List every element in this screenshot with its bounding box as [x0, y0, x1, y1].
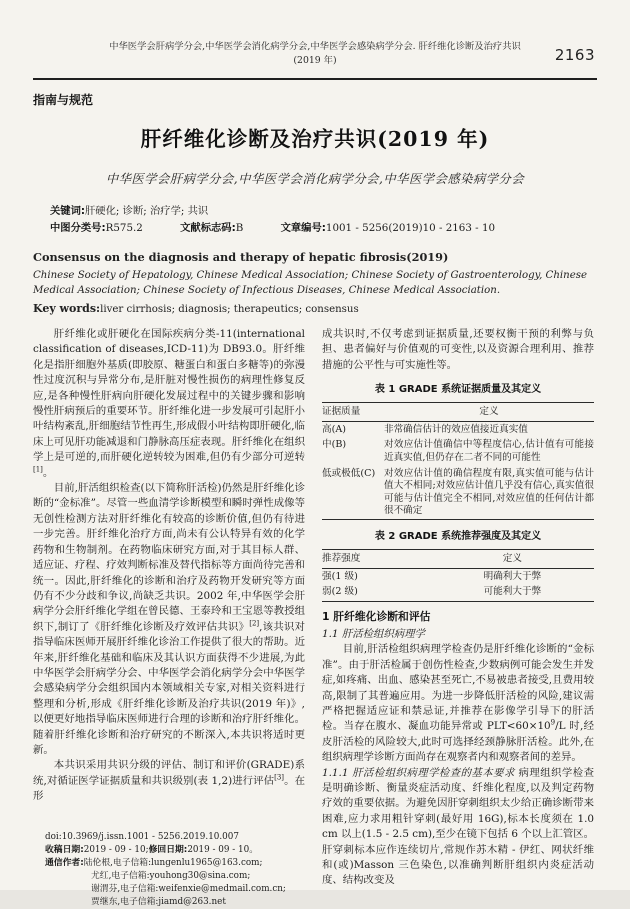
table1-row1-definition: 非常确信估计的效应值接近真实值 — [384, 423, 528, 435]
clc-item — [50, 222, 143, 234]
section-heading-1-1: 1.1 肝活检组织病理学 — [322, 627, 425, 640]
table1-caption: 表 1 GRADE 系统证据质量及其定义 — [374, 384, 542, 396]
table2-caption: 表 2 GRADE 系统推荐强度及其定义 — [374, 531, 542, 543]
table1-row3-level: 低或极低(C) — [322, 467, 376, 479]
table1-row2-definition: 对效应估计值确信中等程度信心,估计值有可能接近真实值,但仍存在二者不同的可能性 — [384, 439, 594, 463]
running-title: 中华医学会肝病学分会,中华医学会消化病学分会,中华医学会感染病学分会. 肝纤维化诊断及治疗共识(2019 年) — [109, 41, 521, 66]
body-columns — [33, 327, 597, 909]
received-date: 2019 - 09 - 10; — [83, 844, 149, 855]
paragraph-grade-continued: 成共识时,不仅考虑到证据质量,还要权衡干预的利弊与负担、患者偏好与价值观的可变性,以及资源合理利用、推荐措施的公平性与可实施性等。 — [322, 328, 594, 371]
clc-value: R575.2 — [105, 222, 143, 234]
table1-col1-header: 证据质量 — [322, 402, 384, 422]
keywords-label: 关键词: — [50, 205, 86, 217]
right-column — [322, 327, 594, 909]
left-column — [33, 327, 305, 909]
clc-label: 中图分类号: — [50, 222, 106, 234]
table2-col2-header: 定义 — [431, 549, 594, 569]
table2-row2-level: 弱(2 级) — [322, 586, 358, 598]
paragraph-biopsy-text: 目前,肝活检组织病理学检查仍是肝纤维化诊断的“金标准”。由于肝活检属于创伤性检查,少数病例可能会发生并发症,如疼痛、出血、感染甚至死亡,不易被患者接受,且费用较高,限制了其普遍应用。为进一步降低肝活检的风险,建议需严格把握适应证和禁忌证,并推荐在影像学引导下的肝活检。当存在腹水、凝血功能异常或 PLT<60×10 — [322, 643, 594, 733]
table-row — [322, 438, 594, 466]
reference-mark-1: [1] — [33, 465, 43, 474]
paragraph-biopsy-requirements-text: 病理组织学检查是明确诊断、衡量炎症活动度、纤维化程度,以及判定药物疗效的重要依据。为避免因肝穿刺组织太少给正确诊断带来困难,应力求用粗针穿刺(最好用 16G),标本长度须在 1.0 cm 以上(1.5 - 2.5 cm),至少在镜下包括 6 个以上汇管区。肝穿刺标本应作连续切片,常规作苏木精 - 伊红、网状纤维和(或)Masson 三色染色,以准确判断肝组织内炎症活动度、结构改变及 — [322, 766, 594, 887]
paragraph-background-text: 目前,肝活组织检查(以下简称肝活检)仍然是肝纤维化诊断的“金标准”。尽管一些血清学诊断模型和瞬时弹性成像等无创性检测方法对肝纤维化有较高的诊断价值,但仍有待进一步完善。肝纤维化治疗方面,尚未有公认特异有效的化学药物和生物制剂。在药物临床研究方面,对于其目标人群、适应证、疗程、疗效判断标准及替代指标等方面尚待完善和统一。因此,肝纤维化的诊断和治疗及药物开发研究等方面仍有不少分歧和争议,尚缺乏共识。2002 年,中华医学会肝病学分会肝纤维化学组在曾民德、王泰玲和王宝恩等教授组织下,制订了《肝纤维化诊断及疗效评估共识》 — [33, 482, 305, 633]
english-keywords-value: liver cirrhosis; diagnosis; therapeutics; consensus — [100, 304, 359, 315]
english-abstract-block — [33, 250, 597, 317]
paragraph-intro — [33, 327, 305, 481]
revised-date: 2019 - 09 - 10。 — [187, 844, 259, 855]
table2-grade-recommendation — [322, 549, 594, 602]
table2-col1-header: 推荐强度 — [322, 549, 431, 569]
table2-row1-definition: 明确利大于弊 — [483, 570, 542, 582]
revised-label: 修回日期: — [148, 844, 188, 855]
doc-code-item — [180, 222, 243, 234]
footnote-block — [33, 831, 305, 909]
paragraph-grade-tail: 。在形 — [33, 774, 305, 803]
table-row — [322, 569, 594, 585]
english-title: Consensus on the diagnosis and therapy of hepatic fibrosis(2019) — [33, 250, 449, 264]
reference-mark-3: [3] — [274, 773, 285, 782]
table2-row1-level: 强(1 级) — [322, 570, 358, 582]
article-authors: 中华医学会肝病学分会,中华医学会消化病学分会,中华医学会感染病学分会 — [105, 172, 525, 186]
article-id-value: 1001 - 5256(2019)10 - 2163 - 10 — [325, 222, 496, 234]
dates-line — [45, 844, 305, 857]
table1-grade-evidence — [322, 402, 594, 521]
paragraph-intro-tail: 。 — [42, 466, 54, 479]
doi-line: doi:10.3969/j.issn.1001 - 5256.2019.10.007 — [45, 831, 239, 842]
keywords-line — [50, 203, 597, 220]
table1-row2-level: 中(B) — [322, 439, 347, 451]
paragraph-background — [33, 481, 305, 758]
table-row — [322, 466, 594, 520]
corresponding-author-4: 贾继东,电子信箱:jiamd@263.net — [91, 896, 226, 907]
paragraph-biopsy — [322, 642, 594, 765]
page-number: 2163 — [554, 46, 595, 64]
table2-header-row — [322, 549, 594, 569]
article-title: 肝纤维化诊断及治疗共识(2019 年) — [140, 127, 490, 151]
classification-line — [50, 220, 597, 237]
doc-code-label: 文献标志码: — [180, 222, 236, 234]
keywords-value: 肝硬化; 诊断; 治疗学; 共识 — [85, 205, 209, 217]
plt-exponent: 9 — [550, 718, 556, 727]
paragraph-biopsy-tail: /L 时,经皮肝活检的风险较大,此时可选择经颈静脉肝活检。此外,在组织病理学诊断方面尚存在观察者内和观察者间的差异。 — [322, 720, 594, 764]
corresponding-author-line-2 — [45, 870, 305, 883]
article-id-item — [281, 222, 495, 234]
english-affiliation: Chinese Society of Hepatology, Chinese Medical Association; Chinese Society of Gastroenterology, Chinese Medical Association; Chinese Society of Infectious Diseases, Chinese Medical Association. — [33, 270, 588, 296]
corresponding-author-line-4 — [45, 896, 305, 909]
paragraph-intro-text: 肝纤维化或肝硬化在国际疾病分类-11(international classification of diseases,ICD-11)为 DB93.0。肝纤维化是指肝细胞外基质(即胶原、糖蛋白和蛋白多糖等)的弥漫性过度沉积与异常分布,是肝脏对慢性损伤的病理性修复反应,是各种慢性肝病向肝硬化发展过程中的关键步骤和影响慢性肝病预后的重要环节。肝纤维化进一步发展可引起肝小叶结构紊乱,肝细胞结节性再生,形成假小叶结构即肝硬化,临床上可见肝功能减退和门静脉高压症表现。肝纤维化在组织学上是可逆的,而肝硬化逆转较为困难,但仍有少部分可逆转 — [33, 328, 305, 464]
paragraph-biopsy-requirements — [322, 766, 594, 889]
corresponding-author-line-1 — [45, 857, 305, 870]
running-head — [33, 40, 597, 80]
paragraph-background-tail: ,该共识对指导临床医师开展肝纤维化诊治工作提供了很大的帮助。近年来,肝纤维化基础和临床及其认识方面获得不少进展,为此中华医学会肝病学分会、中华医学会消化病学分会中华医学会感染病学分会组织国内本领域相关专家,对相关资料进行整理和分析,形成《肝纤维化诊断及治疗共识(2019 年)》,以便更好地指导临床医师进行合理的诊断和治疗肝纤维化。随着肝纤维化诊断和治疗研究的不断深入,本共识将适时更新。 — [33, 620, 305, 756]
corresponding-author-line-3 — [45, 883, 305, 896]
article-id-label: 文章编号: — [280, 222, 326, 234]
table2-row2-definition: 可能利大于弊 — [483, 586, 542, 598]
doc-code-value: B — [235, 222, 244, 234]
received-label: 收稿日期: — [45, 844, 84, 855]
table1-row3-definition: 对效应估计值的确信程度有限,真实值可能与估计值大不相同;对效应估计值几乎没有信心,真实值很可能与估计值完全不相同,对效应值的任何估计都很不确定 — [384, 467, 594, 517]
corresponding-author-3: 谢渭芬,电子信箱:weifenxie@medmail.com.cn; — [91, 883, 286, 894]
paragraph-grade-text: 本共识采用共识分级的评估、制订和评价(GRADE)系统,对循证医学证据质量和共识级别(表 1,2)进行评估 — [33, 759, 305, 787]
section-heading-1: 1 肝纤维化诊断和评估 — [322, 609, 431, 623]
corresponding-author-1: 陆伦根,电子信箱:lungenlu1965@163.com; — [83, 857, 263, 868]
english-keywords-label: Key words: — [33, 302, 101, 315]
column-section-label: 指南与规范 — [33, 93, 94, 107]
reference-mark-2: [2] — [249, 619, 260, 628]
table-row — [322, 585, 594, 601]
table1-row1-level: 高(A) — [322, 423, 347, 435]
section-heading-1-1-1: 1.1.1 肝活检组织病理学检查的基本要求 — [322, 766, 515, 779]
corresponding-author-label: 通信作者: — [45, 857, 84, 868]
table-row — [322, 422, 594, 438]
table1-col2-header: 定义 — [384, 402, 594, 422]
corresponding-author-2: 尤红,电子信箱:youhong30@sina.com; — [91, 870, 251, 881]
english-keywords-line — [33, 301, 597, 317]
paragraph-grade — [33, 758, 305, 804]
table1-header-row — [322, 402, 594, 422]
meta-block — [33, 203, 597, 237]
